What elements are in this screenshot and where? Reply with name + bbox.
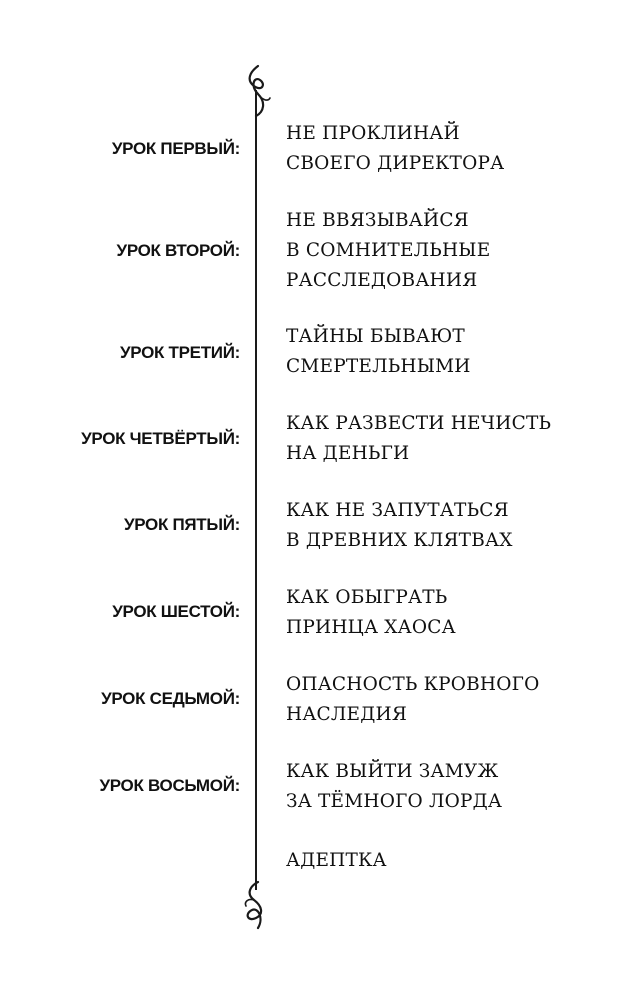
lesson-title-line: КАК РАЗВЕСТИ НЕЧИСТЬ bbox=[286, 413, 552, 434]
lesson-title-7 bbox=[286, 670, 606, 730]
final-title bbox=[286, 846, 606, 876]
lesson-title-line: СВОЕГО ДИРЕКТОРА bbox=[286, 153, 505, 174]
lesson-title-line: ЗА ТЁМНОГО ЛОРДА bbox=[286, 791, 503, 812]
flourish-top-icon bbox=[240, 64, 276, 122]
flourish-bottom-icon bbox=[238, 878, 274, 936]
lesson-title-line: НЕ ПРОКЛИНАЙ bbox=[286, 123, 460, 144]
lesson-title-1 bbox=[286, 119, 606, 179]
lesson-label-7: УРОК СЕДЬМОЙ: bbox=[101, 689, 240, 708]
lesson-title-line: КАК ОБЫГРАТЬ bbox=[286, 587, 448, 608]
lesson-label-8: УРОК ВОСЬМОЙ: bbox=[99, 776, 240, 795]
lesson-title-line: ОПАСНОСТЬ КРОВНОГО bbox=[286, 674, 540, 695]
lesson-title-line: В ДРЕВНИХ КЛЯТВАХ bbox=[286, 530, 513, 551]
vertical-divider bbox=[255, 90, 257, 890]
lesson-title-6 bbox=[286, 583, 606, 643]
lesson-title-5 bbox=[286, 496, 606, 556]
lesson-title-line: РАССЛЕДОВАНИЯ bbox=[286, 270, 478, 291]
lesson-label-4: УРОК ЧЕТВЁРТЫЙ: bbox=[81, 429, 240, 448]
lesson-title-line: НЕ ВВЯЗЫВАЙСЯ bbox=[286, 210, 469, 231]
lesson-title-4 bbox=[286, 409, 606, 469]
lesson-title-8 bbox=[286, 757, 606, 817]
lesson-title-line: ТАЙНЫ БЫВАЮТ bbox=[286, 326, 465, 347]
lesson-label-3: УРОК ТРЕТИЙ: bbox=[120, 343, 240, 362]
lesson-title-3 bbox=[286, 322, 606, 382]
final-title-line: АДЕПТКА bbox=[286, 850, 387, 871]
lesson-label-5: УРОК ПЯТЫЙ: bbox=[123, 515, 240, 534]
lesson-label-2: УРОК ВТОРОЙ: bbox=[116, 241, 240, 260]
lesson-title-line: КАК НЕ ЗАПУТАТЬСЯ bbox=[286, 500, 509, 521]
lesson-title-line: СМЕРТЕЛЬНЫМИ bbox=[286, 356, 471, 377]
lesson-title-line: В СОМНИТЕЛЬНЫЕ bbox=[286, 240, 491, 261]
lesson-title-line: ПРИНЦА ХАОСА bbox=[286, 617, 456, 638]
lesson-label-1: УРОК ПЕРВЫЙ: bbox=[111, 139, 240, 158]
lesson-title-2 bbox=[286, 206, 606, 296]
lesson-title-line: НАСЛЕДИЯ bbox=[286, 704, 407, 725]
lesson-title-line: НА ДЕНЬГИ bbox=[286, 443, 410, 464]
lesson-label-6: УРОК ШЕСТОЙ: bbox=[112, 602, 240, 621]
lesson-title-line: КАК ВЫЙТИ ЗАМУЖ bbox=[286, 761, 499, 782]
